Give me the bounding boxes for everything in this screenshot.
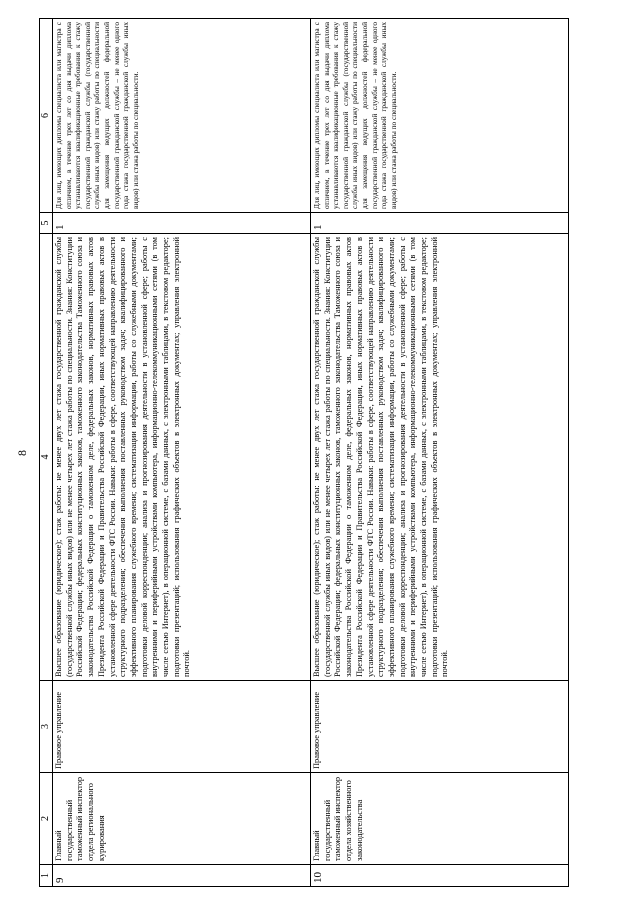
column-header: 5 <box>40 213 53 234</box>
row-number: 9 <box>53 865 311 887</box>
notes-cell: Для лиц, имеющих дипломы специалиста или магистра с отличием, в течение трех лет со дня выдачи диплома устанавливаются квалификационные требования к стажу государственной гражданской службы (государственной службы иных видов) или стажу работы по специальности для замещения ведущих должностей федеральной государственной гражданской службы – не менее одного года стажа государственной гражданской службы иных видов) или стажа работы по специальности. <box>53 19 311 213</box>
page-number: 8 <box>15 450 29 456</box>
qualification-table <box>39 18 569 887</box>
column-header: 2 <box>40 773 53 865</box>
table-header-row <box>40 19 53 887</box>
column-header: 6 <box>40 19 53 213</box>
requirements-cell: Высшее образование (юридическое); стаж работы: не менее двух лет стажа государственной гражданской службы (государственной службы иных видов) или не менее четырех лет стажа работы по специальности. Знания: Конституции Российской Федерации; федеральных конституционных законов, таможенного законодательства Таможенного союза и законодательства Российской Федерации о таможенном деле, федеральных законов, нормативных правовых актов Президента Российской Федерации и Правительства Российской Федерации, иных нормативных правовых актов в установленной сфере деятельности ФТС России. Навыки: работы в сфере, соответствующей направлению деятельности структурного подразделения; обеспечения выполнения поставленных руководством задач; квалифицированного и эффективного планирования служебного времени; систематизации информации, работы со служебными документами; подготовки деловой корреспонденции; анализа и прогнозирования деятельности в установленной сфере; работы с внутренними и периферийными устройствами компьютера, информационно-телекоммуникационными сетями (в том числе сетью Интернет), в операционной системе, с базами данных, с электронными таблицами, в текстовом редакторе; подготовки презентаций; использования графических объектов в электронных документах; управления электронной почтой. <box>53 234 311 681</box>
table-row <box>53 19 311 887</box>
table-row <box>311 19 569 887</box>
notes-cell: Для лиц, имеющих дипломы специалиста или магистра с отличием, в течение трех лет со дня выдачи диплома устанавливаются квалификационные требования к стажу государственной гражданской службы (государственной службы иных видов) или стажу работы по специальности для замещения ведущих должностей федеральной государственной гражданской службы – не менее одного года стажа государственной гражданской службы иных видов) или стажа работы по специальности. <box>311 19 569 213</box>
count-cell: 1 <box>53 213 311 234</box>
rotated-page <box>11 19 629 887</box>
area-cell: Правовое управление <box>311 681 569 773</box>
row-number: 10 <box>311 865 569 887</box>
position-cell: Главный государственный таможенный инспектор отдела хозяйственного законодательства <box>311 773 569 865</box>
column-header: 4 <box>40 234 53 681</box>
column-header: 1 <box>40 865 53 887</box>
column-header: 3 <box>40 681 53 773</box>
area-cell: Правовое управление <box>53 681 311 773</box>
requirements-cell: Высшее образование (юридическое); стаж работы: не менее двух лет стажа государственной гражданской службы (государственной службы иных видов) или не менее четырех лет стажа работы по специальности. Знания: Конституции Российской Федерации; федеральных конституционных законов, таможенного законодательства Таможенного союза и законодательства Российской Федерации о таможенном деле, федеральных законов, нормативных правовых актов Президента Российской Федерации и Правительства Российской Федерации, иных нормативных правовых актов в установленной сфере деятельности ФТС России. Навыки: работы в сфере, соответствующей направлению деятельности структурного подразделения; обеспечения выполнения поставленных руководством задач; квалифицированного и эффективного планирования служебного времени; систематизации информации, работы со служебными документами; подготовки деловой корреспонденции; анализа и прогнозирования деятельности в установленной сфере; работы с внутренними и периферийными устройствами компьютера, информационно-телекоммуникационными сетями (в том числе сетью Интернет), в операционной системе, с базами данных, с электронными таблицами, в текстовом редакторе; подготовки презентаций; использования графических объектов в электронных документах; управления электронной почтой. <box>311 234 569 681</box>
count-cell: 1 <box>311 213 569 234</box>
position-cell: Главный государственный таможенный инспектор отдела регионального курирования <box>53 773 311 865</box>
